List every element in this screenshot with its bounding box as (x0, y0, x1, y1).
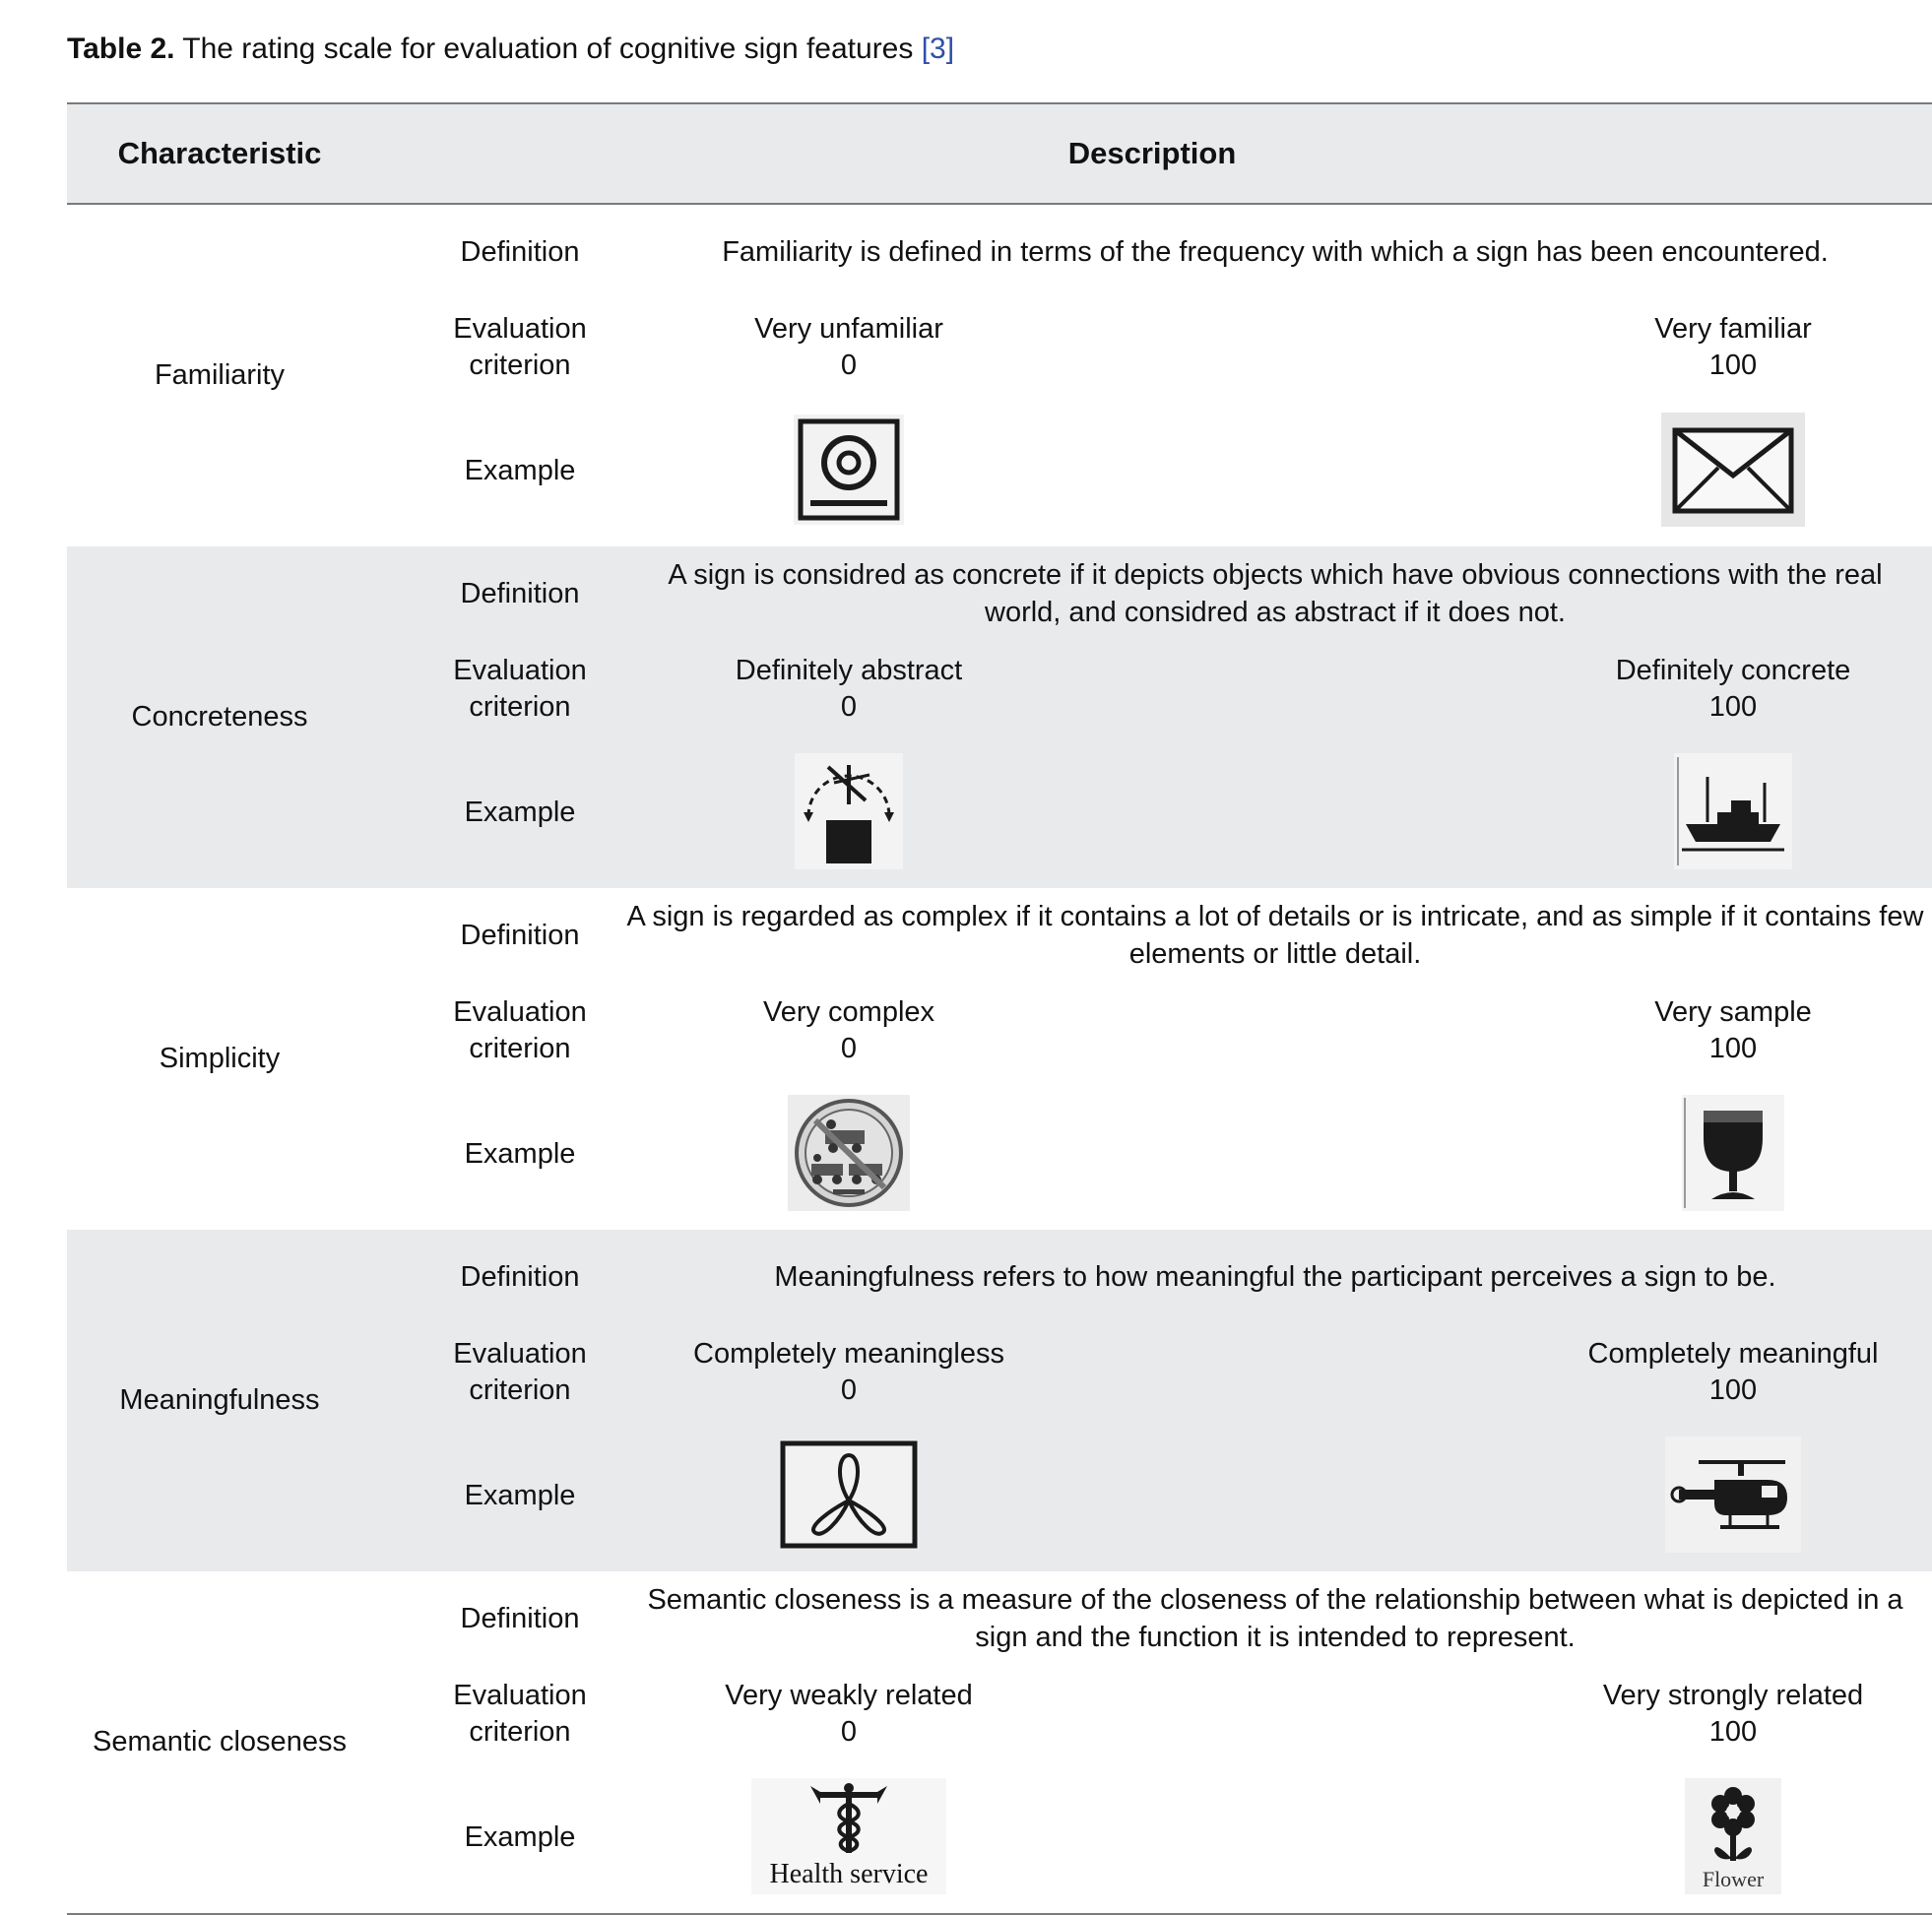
example-label: Example (464, 1821, 576, 1853)
characteristic-name: Meaningfulness (119, 1384, 320, 1416)
example-label: Example (464, 1480, 576, 1511)
evaluation-label: Evaluation criterion (453, 313, 587, 381)
scale-high-value: 100 (1708, 1374, 1758, 1406)
definition-text: A sign is regarded as complex if it contains a lot of details or is intricate, and as simple if it contains few elements or little detail. (626, 901, 1924, 970)
scale-high-label: Very familiar (1654, 313, 1812, 345)
evaluation-label: Evaluation criterion (453, 1680, 587, 1748)
definition-text: Meaningfulness refers to how meaningful the participant perceives a sign to be. (774, 1261, 1776, 1293)
example-label: Example (464, 455, 576, 486)
evaluation-label: Evaluation criterion (453, 1338, 587, 1406)
scale-low-value: 0 (840, 1033, 858, 1064)
definition-text: A sign is considred as concrete if it depicts objects which have obvious connections with the real world, and considred as abstract if it does not. (668, 559, 1883, 628)
target-sign-icon (593, 403, 1105, 537)
definition-label: Definition (460, 1602, 580, 1634)
scale-low (593, 1666, 1105, 1762)
scale-low-value: 0 (840, 350, 858, 381)
trefoil-sign-icon (593, 1428, 1105, 1562)
scale-high (1477, 983, 1932, 1079)
scale-low (593, 641, 1105, 737)
characteristic-name: Simplicity (159, 1043, 281, 1074)
scale-low-label: Very unfamiliar (754, 313, 943, 345)
caption-text: The rating scale for evaluation of cognitive sign features (174, 32, 922, 65)
definition-label: Definition (460, 577, 580, 609)
wine-glass-icon (1477, 1086, 1932, 1220)
characteristic-name: Familiarity (154, 359, 286, 391)
scale-low (593, 983, 1105, 1079)
evaluation-label: Evaluation criterion (453, 655, 587, 723)
table-header (67, 104, 1932, 205)
evaluation-label: Evaluation criterion (453, 996, 587, 1064)
scale-low-value: 0 (840, 691, 858, 723)
table-caption (67, 30, 954, 69)
caduceus-icon (593, 1769, 1105, 1903)
definition-label: Definition (460, 1260, 580, 1293)
scale-low-label: Definitely abstract (735, 655, 963, 686)
characteristic-name: Semantic closeness (93, 1726, 347, 1757)
definition-label: Definition (460, 235, 580, 268)
scale-high-value: 100 (1708, 1716, 1758, 1748)
no-riders-sign-icon (593, 1086, 1105, 1220)
scale-high-label: Definitely concrete (1615, 655, 1851, 686)
rating-scale-table (67, 102, 1932, 1915)
scale-low-label: Very complex (762, 996, 935, 1028)
scale-low (593, 299, 1105, 396)
scale-high-value: 100 (1708, 691, 1758, 723)
caduceus-caption: Health service (769, 1859, 929, 1889)
table-row (67, 1230, 1932, 1571)
flower-icon (1477, 1769, 1932, 1903)
definition-label: Definition (460, 919, 580, 951)
table-row (67, 1571, 1932, 1915)
header-characteristic: Characteristic (117, 136, 322, 170)
scale-high (1477, 641, 1932, 737)
definition-text: Familiarity is defined in terms of the frequency with which a sign has been encountered. (722, 236, 1829, 268)
citation-link[interactable]: [3] (921, 32, 955, 65)
scale-high-value: 100 (1708, 1033, 1758, 1064)
scale-low-value: 0 (840, 1716, 858, 1748)
scale-low-label: Completely meaningless (693, 1338, 1004, 1370)
scale-high (1477, 1324, 1932, 1421)
helicopter-icon (1477, 1428, 1932, 1562)
scale-low-label: Very weakly related (725, 1680, 973, 1711)
scale-high-label: Very sample (1654, 996, 1812, 1028)
ship-icon (1477, 744, 1932, 878)
table-number: Table 2. (67, 32, 175, 65)
example-label: Example (464, 797, 576, 828)
characteristic-name: Concreteness (131, 701, 308, 733)
table-row (67, 205, 1932, 546)
scale-low-value: 0 (840, 1374, 858, 1406)
header-description: Description (1067, 136, 1237, 170)
table-row (67, 888, 1932, 1230)
envelope-icon (1477, 403, 1932, 537)
example-label: Example (464, 1138, 576, 1170)
definition-text: Semantic closeness is a measure of the closeness of the relationship between what is depicted in a sign and the function it is intended to represent. (647, 1584, 1903, 1653)
abstract-sign-icon (593, 744, 1105, 878)
scale-high-value: 100 (1708, 350, 1758, 381)
table-row (67, 546, 1932, 888)
flower-caption: Flower (1702, 1867, 1765, 1891)
scale-high-label: Completely meaningful (1587, 1338, 1879, 1370)
scale-low (593, 1324, 1105, 1421)
scale-high (1477, 1666, 1932, 1762)
scale-high (1477, 299, 1932, 396)
scale-high-label: Very strongly related (1602, 1680, 1864, 1711)
